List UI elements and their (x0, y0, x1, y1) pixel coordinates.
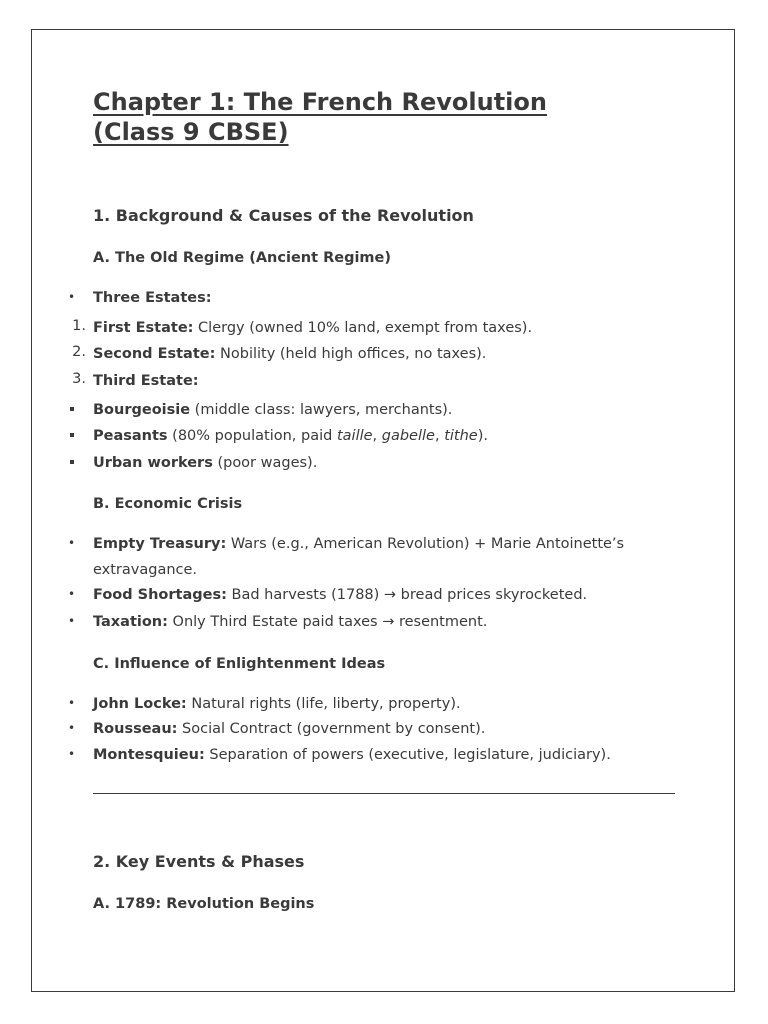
item-label: Food Shortages: (93, 587, 227, 603)
bullet-icon: • (68, 747, 76, 761)
square-bullet-icon (70, 433, 74, 437)
list-item-empty-treasury (93, 534, 624, 554)
square-bullet-icon (70, 460, 74, 464)
list-item-food-shortages (93, 585, 587, 605)
item-label: Second Estate: (93, 346, 216, 362)
list-item-urban-workers (93, 453, 317, 473)
item-label: Three Estates: (93, 290, 212, 306)
item-text: (80% population, paid (167, 428, 337, 444)
list-item-continuation: extravagance. (93, 562, 198, 578)
list-item-three-estates (93, 288, 212, 308)
tax-term-tithe: tithe (444, 428, 478, 444)
page-title-line2: (Class 9 CBSE) (93, 118, 289, 146)
item-label: Rousseau: (93, 721, 178, 737)
item-text: Clergy (owned 10% land, exempt from taxes). (193, 320, 533, 336)
item-label: John Locke: (93, 696, 187, 712)
bullet-icon: • (68, 696, 76, 710)
list-item-bourgeoisie (93, 400, 452, 420)
item-text: Natural rights (life, liberty, property). (186, 696, 461, 712)
item-text: Separation of powers (executive, legislature, judiciary). (204, 747, 611, 763)
subsection-a-heading: A. The Old Regime (Ancient Regime) (93, 250, 392, 266)
tax-term-gabelle: gabelle (381, 428, 435, 444)
section-1-heading: 1. Background & Causes of the Revolution (93, 206, 474, 225)
item-text: Wars (e.g., American Revolution) + Marie Antoinette’s (226, 536, 625, 552)
list-number: 2. (72, 344, 86, 360)
item-label: Taxation: (93, 614, 168, 630)
item-text: , (434, 428, 445, 444)
item-label: First Estate: (93, 320, 194, 336)
item-text: ). (477, 428, 488, 444)
list-number: 1. (72, 318, 86, 334)
item-text: (middle class: lawyers, merchants). (190, 402, 453, 418)
list-item-john-locke (93, 694, 461, 714)
item-text: Bad harvests (1788) → bread prices skyrocketed. (226, 587, 588, 603)
item-text: Social Contract (government by consent). (177, 721, 486, 737)
list-item-third-estate (93, 371, 199, 391)
document-page (31, 29, 735, 992)
square-bullet-icon (70, 407, 74, 411)
list-item-rousseau (93, 719, 485, 739)
subsection-c-heading: C. Influence of Enlightenment Ideas (93, 656, 386, 672)
item-label: Peasants (93, 428, 168, 444)
subsection-2a-heading: A. 1789: Revolution Begins (93, 896, 315, 912)
item-text: Nobility (held high offices, no taxes). (215, 346, 487, 362)
item-text: (poor wages). (212, 455, 318, 471)
list-item-peasants (93, 426, 488, 446)
bullet-icon: • (68, 536, 76, 550)
item-label: Bourgeoisie (93, 402, 191, 418)
item-label: Urban workers (93, 455, 213, 471)
list-item-montesquieu (93, 745, 611, 765)
list-item-taxation (93, 612, 487, 632)
item-label: Montesquieu: (93, 747, 205, 763)
bullet-icon: • (68, 290, 76, 304)
subsection-b-heading: B. Economic Crisis (93, 496, 243, 512)
item-text: , (372, 428, 382, 444)
item-label: Empty Treasury: (93, 536, 227, 552)
list-number: 3. (72, 371, 86, 387)
item-text: Only Third Estate paid taxes → resentment. (167, 614, 488, 630)
section-divider (93, 793, 675, 794)
bullet-icon: • (68, 721, 76, 735)
list-item-first-estate (93, 318, 532, 338)
list-item-second-estate (93, 344, 486, 364)
item-label: Third Estate: (93, 373, 199, 389)
bullet-icon: • (68, 587, 76, 601)
bullet-icon: • (68, 614, 76, 628)
section-2-heading: 2. Key Events & Phases (93, 852, 305, 871)
page-title-line1: Chapter 1: The French Revolution (93, 88, 547, 116)
tax-term-taille: taille (336, 428, 373, 444)
